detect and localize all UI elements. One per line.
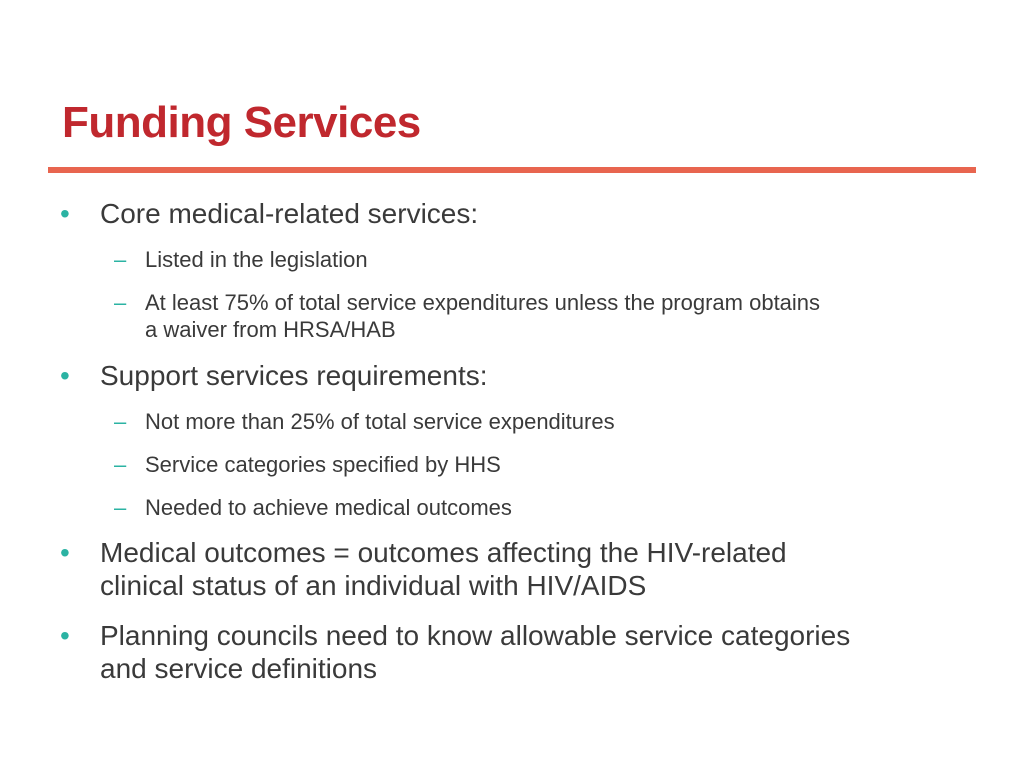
bullet-item-medical-outcomes-definition (60, 536, 787, 602)
sub-item-medical-outcomes (114, 494, 512, 521)
sub-item-text: Not more than 25% of total service expenditures (145, 409, 615, 434)
sub-item-text-continued: a waiver from HRSA/HAB (145, 317, 396, 342)
slide-title: Funding Services (62, 98, 421, 147)
bullet-item-planning-councils (60, 619, 851, 685)
bullet-text-continued: clinical status of an individual with HIV/AIDS (100, 570, 647, 601)
title-divider (48, 167, 976, 173)
bullet-icon: • (60, 537, 70, 568)
sub-item-text: Listed in the legislation (145, 247, 368, 272)
sub-item-listed (114, 246, 368, 273)
bullet-text: Planning councils need to know allowable service categories (100, 620, 851, 651)
sub-item-text: At least 75% of total service expenditures unless the program obtains (145, 290, 821, 315)
bullet-icon: • (60, 360, 70, 391)
sub-item-text: Service categories specified by HHS (145, 452, 501, 477)
sub-item-25-percent (114, 408, 615, 435)
bullet-text: Support services requirements: (100, 360, 488, 391)
sub-item-text: Needed to achieve medical outcomes (145, 495, 512, 520)
sub-item-75-percent (114, 289, 821, 343)
bullet-item-support-services (60, 359, 488, 392)
dash-icon: – (114, 495, 127, 520)
dash-icon: – (114, 409, 127, 434)
bullet-item-core-medical (60, 197, 479, 230)
dash-icon: – (114, 247, 127, 272)
bullet-icon: • (60, 198, 70, 229)
bullet-text-continued: and service definitions (100, 653, 378, 684)
bullet-icon: • (60, 620, 70, 651)
bullet-text: Medical outcomes = outcomes affecting the HIV-related (100, 537, 787, 568)
sub-item-hhs-categories (114, 451, 501, 478)
dash-icon: – (114, 452, 127, 477)
dash-icon: – (114, 290, 127, 315)
bullet-text: Core medical-related services: (100, 198, 479, 229)
